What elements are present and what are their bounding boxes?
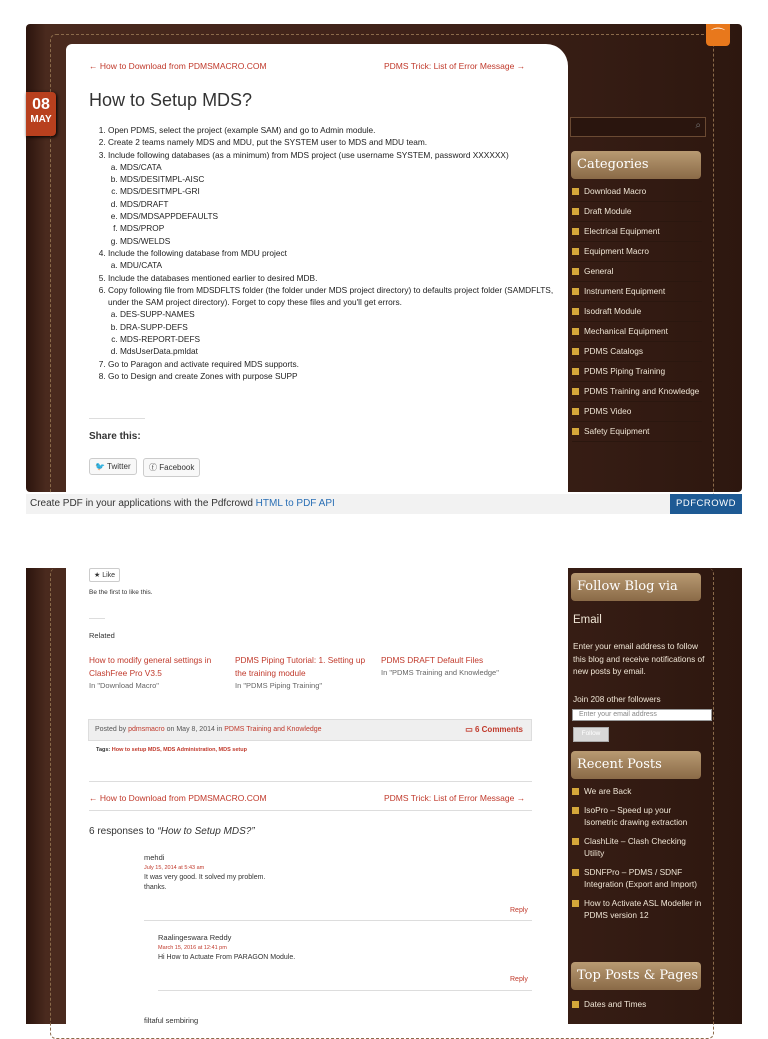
prev-post-link[interactable]: ← How to Download from PDMSMACRO.COM: [89, 61, 267, 71]
search-icon: ⌕: [695, 120, 701, 131]
category-item[interactable]: Electrical Equipment: [572, 222, 702, 242]
category-item[interactable]: Download Macro: [572, 182, 702, 202]
divider: [89, 781, 532, 782]
category-item[interactable]: PDMS Catalogs: [572, 342, 702, 362]
post-meta: [88, 719, 532, 741]
facebook-icon: ⓕ: [149, 463, 157, 472]
date-tab: [26, 92, 56, 136]
step-sublist: [108, 259, 558, 271]
sub-item: c. MDS/DESITMPL-GRI: [120, 185, 558, 197]
comment-icon: ▭: [465, 725, 473, 734]
sub-item: a. DES-SUPP-NAMES: [120, 308, 558, 320]
sub-item: g. MDS/WELDS: [120, 235, 558, 247]
reply-link[interactable]: Reply: [510, 907, 528, 914]
category-item[interactable]: Equipment Macro: [572, 242, 702, 262]
search-input[interactable]: [570, 117, 706, 137]
comment-text: thanks.: [144, 884, 167, 891]
recent-post-item[interactable]: SDNFPro – PDMS / SDNF Integration (Export and Import): [572, 863, 706, 894]
related-item[interactable]: [381, 654, 521, 679]
tags-label: Tags:: [96, 747, 111, 753]
pdfcrowd-link[interactable]: HTML to PDF API: [255, 498, 335, 509]
prev-post-link-bottom[interactable]: ← How to Download from PDMSMACRO.COM: [89, 793, 267, 803]
share-heading: Share this:: [89, 431, 141, 442]
step-text: Include following databases (as a minimum) from MDS project (use username SYSTEM, password XXXXXX): [108, 149, 509, 160]
step-item: 7. Go to Paragon and activate required MDS supports.: [108, 358, 558, 370]
step-sublist: [108, 308, 558, 357]
top-posts-list: [572, 995, 706, 1014]
top-post-item[interactable]: Dates and Times: [572, 995, 706, 1014]
followers-count: Join 208 other followers: [573, 694, 661, 704]
comment-author[interactable]: Raalingeswara Reddy: [158, 933, 232, 942]
responses-heading: [89, 826, 255, 837]
twitter-share-button[interactable]: [89, 458, 137, 475]
responses-title: “How to Setup MDS?”: [157, 826, 255, 837]
comment: [144, 853, 265, 893]
comment: [158, 933, 295, 963]
sub-item: b. MDS/DESITMPL-AISC: [120, 173, 558, 185]
top-posts-title: Top Posts & Pages: [571, 962, 701, 990]
comment: [144, 1016, 198, 1026]
step-item: 2. Create 2 teams namely MDS and MDU, put the SYSTEM user to MDS and MDU team.: [108, 136, 558, 148]
related-item[interactable]: [235, 654, 375, 692]
comment-date[interactable]: July 15, 2014 at 5:43 am: [144, 865, 205, 871]
sub-item: b. DRA-SUPP-DEFS: [120, 321, 558, 333]
like-button[interactable]: ★ Like: [89, 568, 120, 582]
sub-item: d. MDS/DRAFT: [120, 198, 558, 210]
comment-author[interactable]: mehdi: [144, 853, 165, 862]
tags-list[interactable]: How to setup MDS, MDS Administration, MDS setup: [111, 747, 247, 753]
step-item: [108, 284, 558, 358]
step-item: 1. Open PDMS, select the project (example SAM) and go to Admin module.: [108, 124, 558, 136]
pdfcrowd-message: Create PDF in your applications with the Pdfcrowd: [30, 498, 253, 509]
category-item[interactable]: Instrument Equipment: [572, 282, 702, 302]
divider: [89, 810, 532, 811]
related-heading: Related: [89, 631, 115, 640]
category-item[interactable]: Mechanical Equipment: [572, 322, 702, 342]
email-input[interactable]: Enter your email address: [572, 709, 712, 721]
sub-item: d. MdsUserData.pmldat: [120, 345, 558, 357]
setup-steps-list: [84, 124, 558, 382]
related-category: In "PDMS Piping Training": [235, 681, 323, 690]
step-sublist: [108, 161, 558, 247]
step-item: 8. Go to Design and create Zones with purpose SUPP: [108, 370, 558, 382]
category-item[interactable]: Isodraft Module: [572, 302, 702, 322]
category-item[interactable]: PDMS Training and Knowledge: [572, 382, 702, 402]
next-post-link-bottom[interactable]: PDMS Trick: List of Error Message →: [384, 793, 526, 803]
step-item: [108, 149, 558, 247]
related-title[interactable]: PDMS DRAFT Default Files: [381, 655, 484, 665]
comment-text: It was very good. It solved my problem.: [144, 874, 266, 881]
post-date: on May 8, 2014 in: [166, 726, 223, 733]
comment-author[interactable]: filtaful sembiring: [144, 1016, 199, 1025]
related-category: In "Download Macro": [89, 681, 159, 690]
pdfcrowd-badge[interactable]: PDFCROWD: [670, 494, 742, 514]
comment-text: Hi How to Actuate From PARAGON Module.: [158, 954, 296, 961]
related-item[interactable]: [89, 654, 229, 692]
recent-post-item[interactable]: IsoPro – Speed up your Isometric drawing extraction: [572, 801, 706, 832]
recent-posts-list: [572, 782, 706, 925]
like-note: Be the first to like this.: [89, 589, 153, 596]
recent-post-item[interactable]: How to Activate ASL Modeller in PDMS version 12: [572, 894, 706, 925]
comments-count: 6 Comments: [474, 725, 523, 734]
divider: [89, 418, 145, 419]
twitter-icon: 🐦: [95, 462, 105, 471]
related-category: In "PDMS Training and Knowledge": [381, 668, 499, 677]
twitter-label: Twitter: [107, 462, 131, 471]
step-text: Include the following database from MDU project: [108, 247, 287, 258]
email-heading: Email: [573, 614, 602, 626]
category-item[interactable]: PDMS Piping Training: [572, 362, 702, 382]
comment-date[interactable]: March 15, 2016 at 12:41 pm: [158, 945, 227, 951]
posted-by-label: Posted by: [95, 726, 127, 733]
recent-post-item[interactable]: We are Back: [572, 782, 706, 801]
step-text: Copy following file from MDSDFLTS folder (the folder under MDS project directory) to defaults project folder (SAMDFLTS, under the SAM project directory). Forget to copy these files and you'll get errors.: [108, 284, 554, 308]
facebook-share-button[interactable]: [143, 458, 200, 477]
reply-link[interactable]: Reply: [510, 976, 528, 983]
divider: [89, 618, 105, 619]
tags-line: [96, 747, 247, 753]
post-title: How to Setup MDS?: [89, 90, 253, 110]
category-item[interactable]: Draft Module: [572, 202, 702, 222]
related-title[interactable]: PDMS Piping Tutorial: 1. Setting up the training module: [235, 655, 366, 678]
next-post-link[interactable]: PDMS Trick: List of Error Message →: [384, 61, 526, 71]
step-item: [108, 247, 558, 272]
pdfcrowd-bar: [26, 494, 742, 514]
follow-button[interactable]: Follow: [573, 727, 609, 742]
category-item[interactable]: Safety Equipment: [572, 422, 702, 442]
rss-icon[interactable]: ⌒: [706, 24, 730, 46]
recent-posts-title: Recent Posts: [571, 751, 701, 779]
category-item[interactable]: PDMS Video: [572, 402, 702, 422]
pdfcrowd-text: [30, 498, 335, 509]
related-title[interactable]: How to modify general settings in ClashFree Pro V3.5: [89, 655, 212, 678]
comments-link[interactable]: [465, 720, 523, 740]
sub-item: f. MDS/PROP: [120, 222, 558, 234]
sub-item: a. MDU/CATA: [120, 259, 558, 271]
responses-prefix: 6 responses to: [89, 826, 155, 837]
date-day: 08: [32, 96, 50, 113]
sub-item: c. MDS-REPORT-DEFS: [120, 333, 558, 345]
category-item[interactable]: General: [572, 262, 702, 282]
facebook-label: Facebook: [159, 463, 195, 472]
recent-post-item[interactable]: ClashLite – Clash Checking Utility: [572, 832, 706, 863]
follow-widget-title: Follow Blog via: [571, 573, 701, 601]
sub-item: e. MDS/MDSAPPDEFAULTS: [120, 210, 558, 222]
sub-item: a. MDS/CATA: [120, 161, 558, 173]
categories-widget-title: Categories: [571, 151, 701, 179]
category-link[interactable]: PDMS Training and Knowledge: [224, 726, 322, 733]
categories-list: [572, 182, 702, 442]
author-link[interactable]: pdmsmacro: [128, 726, 165, 733]
divider: [144, 920, 532, 921]
step-item: 5. Include the databases mentioned earlier to desired MDB.: [108, 272, 558, 284]
divider: [158, 990, 532, 991]
follow-description: Enter your email address to follow this blog and receive notifications of new posts by email.: [573, 641, 705, 676]
date-month: MAY: [30, 114, 52, 125]
